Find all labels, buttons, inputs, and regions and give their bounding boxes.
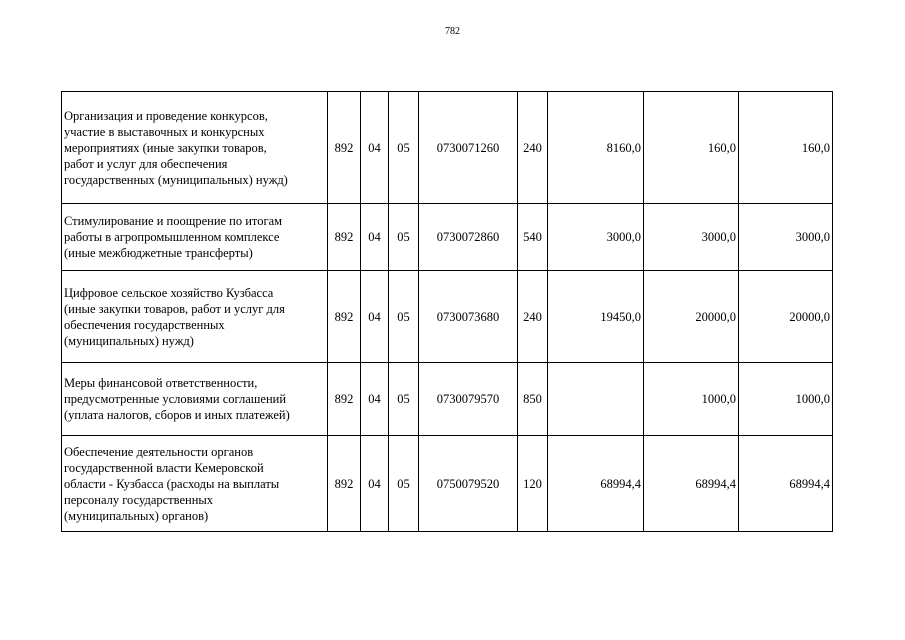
subsection-code-cell: 05 xyxy=(389,204,419,271)
expense-name-line: (иные межбюджетные трансферты) xyxy=(64,246,253,260)
expense-name-cell xyxy=(62,271,328,363)
target-article-cell: 0730071260 xyxy=(419,92,518,204)
amount-cell-2: 3000,0 xyxy=(644,204,739,271)
amount-cell-3: 3000,0 xyxy=(739,204,833,271)
expense-type-cell: 850 xyxy=(518,363,548,436)
ministry-code-cell: 892 xyxy=(328,92,361,204)
subsection-code-cell: 05 xyxy=(389,271,419,363)
expense-name-line: работ и услуг для обеспечения xyxy=(64,156,228,171)
expense-name-line: Цифровое сельское хозяйство Кузбасса xyxy=(64,285,274,300)
expense-name-cell xyxy=(62,436,328,532)
ministry-code-cell: 892 xyxy=(328,204,361,271)
target-article-cell: 0750079520 xyxy=(419,436,518,532)
expense-name-line: (муниципальных) органов) xyxy=(64,508,209,523)
section-code-cell: 04 xyxy=(361,271,389,363)
expense-name-line: Обеспечение деятельности органов xyxy=(64,444,254,459)
amount-cell-2: 20000,0 xyxy=(644,271,739,363)
expense-type-cell: 120 xyxy=(518,436,548,532)
expense-name-line: области - Кузбасса (расходы на выплаты xyxy=(64,476,280,491)
ministry-code-cell: 892 xyxy=(328,363,361,436)
subsection-code-cell: 05 xyxy=(389,92,419,204)
table-row xyxy=(62,363,833,436)
target-article-cell: 0730072860 xyxy=(419,204,518,271)
expense-name-line: государственной власти Кемеровской xyxy=(64,460,264,475)
amount-cell-1: 3000,0 xyxy=(548,204,644,271)
table-row xyxy=(62,204,833,271)
amount-cell-3: 20000,0 xyxy=(739,271,833,363)
expense-name-cell xyxy=(62,92,328,204)
amount-cell-1: 19450,0 xyxy=(548,271,644,363)
expense-name-cell xyxy=(62,204,328,271)
expense-name-line: Меры финансовой ответственности, xyxy=(64,376,258,390)
expense-name-line: (муниципальных) нужд) xyxy=(64,333,194,348)
expense-name-line: предусмотренные условиями соглашений xyxy=(64,392,287,406)
subsection-code-cell: 05 xyxy=(389,363,419,436)
budget-table xyxy=(61,91,833,532)
amount-cell-1: 8160,0 xyxy=(548,92,644,204)
expense-name-line: участие в выставочных и конкурсных xyxy=(64,124,265,139)
target-article-cell: 0730073680 xyxy=(419,271,518,363)
expense-name-line: обеспечения государственных xyxy=(64,317,225,332)
table-row xyxy=(62,92,833,204)
amount-cell-2: 68994,4 xyxy=(644,436,739,532)
expense-name-line: мероприятиях (иные закупки товаров, xyxy=(64,140,267,155)
table-row xyxy=(62,436,833,532)
table-row xyxy=(62,271,833,363)
subsection-code-cell: 05 xyxy=(389,436,419,532)
expense-type-cell: 540 xyxy=(518,204,548,271)
amount-cell-1 xyxy=(548,363,644,436)
section-code-cell: 04 xyxy=(361,363,389,436)
amount-cell-3: 68994,4 xyxy=(739,436,833,532)
amount-cell-3: 1000,0 xyxy=(739,363,833,436)
expense-name-line: работы в агропромышленном комплексе xyxy=(64,230,280,244)
amount-cell-2: 1000,0 xyxy=(644,363,739,436)
expense-name-line: государственных (муниципальных) нужд) xyxy=(64,172,288,187)
expense-type-cell: 240 xyxy=(518,92,548,204)
target-article-cell: 0730079570 xyxy=(419,363,518,436)
section-code-cell: 04 xyxy=(361,204,389,271)
expense-name-line: (уплата налогов, сборов и иных платежей) xyxy=(64,408,290,422)
expense-type-cell: 240 xyxy=(518,271,548,363)
amount-cell-1: 68994,4 xyxy=(548,436,644,532)
expense-name-line: (иные закупки товаров, работ и услуг для xyxy=(64,301,285,316)
section-code-cell: 04 xyxy=(361,92,389,204)
expense-name-line: Организация и проведение конкурсов, xyxy=(64,108,268,123)
section-code-cell: 04 xyxy=(361,436,389,532)
expense-name-line: персоналу государственных xyxy=(64,492,214,507)
amount-cell-2: 160,0 xyxy=(644,92,739,204)
expense-name-line: Стимулирование и поощрение по итогам xyxy=(64,214,283,228)
amount-cell-3: 160,0 xyxy=(739,92,833,204)
ministry-code-cell: 892 xyxy=(328,271,361,363)
page-number: 782 xyxy=(445,26,460,37)
ministry-code-cell: 892 xyxy=(328,436,361,532)
expense-name-cell xyxy=(62,363,328,436)
